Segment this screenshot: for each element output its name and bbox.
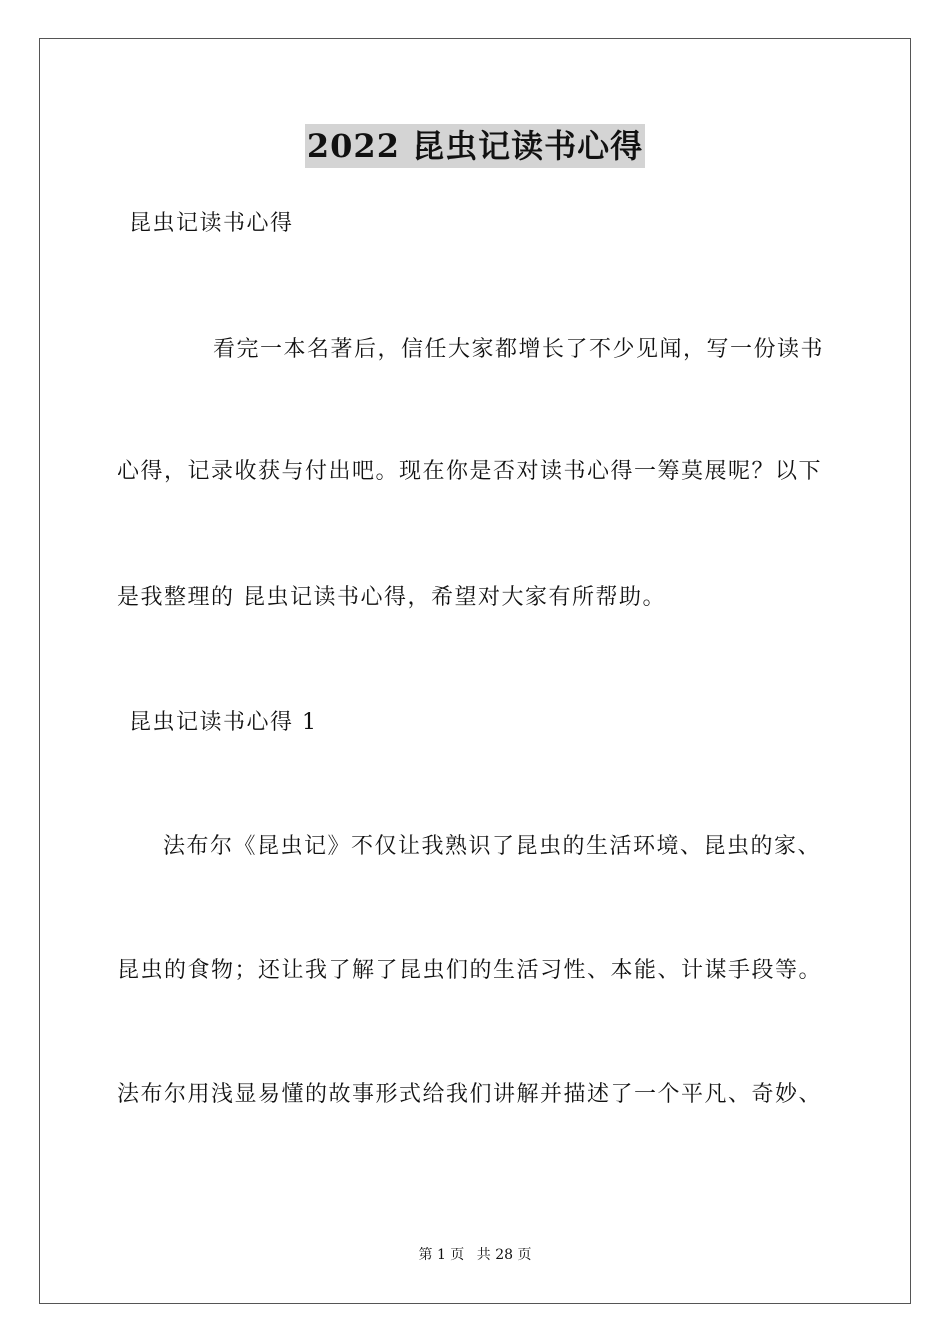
page-title: 2022 昆虫记读书心得 xyxy=(305,124,645,168)
page-total: 共 28 页 xyxy=(476,1247,532,1263)
page-number: 第 1 页 xyxy=(418,1247,465,1263)
section-heading: 昆虫记读书心得 1 xyxy=(129,710,318,735)
intro-line-1: 看完一本名著后，信任大家都增长了不少见闻，写一份读书 xyxy=(213,337,825,362)
section-line-3: 法布尔用浅显易懂的故事形式给我们讲解并描述了一个平凡、奇妙、 xyxy=(117,1082,823,1107)
section-line-2: 昆虫的食物；还让我了解了昆虫们的生活习性、本能、计谋手段等。 xyxy=(117,958,823,983)
intro-line-3: 是我整理的 昆虫记读书心得，希望对大家有所帮助。 xyxy=(117,585,666,610)
intro-line-2: 心得，记录收获与付出吧。现在你是否对读书心得一筹莫展呢？以下 xyxy=(117,459,823,484)
document-subtitle: 昆虫记读书心得 xyxy=(129,211,294,236)
section-line-1: 法布尔《昆虫记》不仅让我熟识了昆虫的生活环境、昆虫的家、 xyxy=(163,834,822,859)
title-container xyxy=(0,124,950,168)
page-footer xyxy=(0,1246,950,1264)
